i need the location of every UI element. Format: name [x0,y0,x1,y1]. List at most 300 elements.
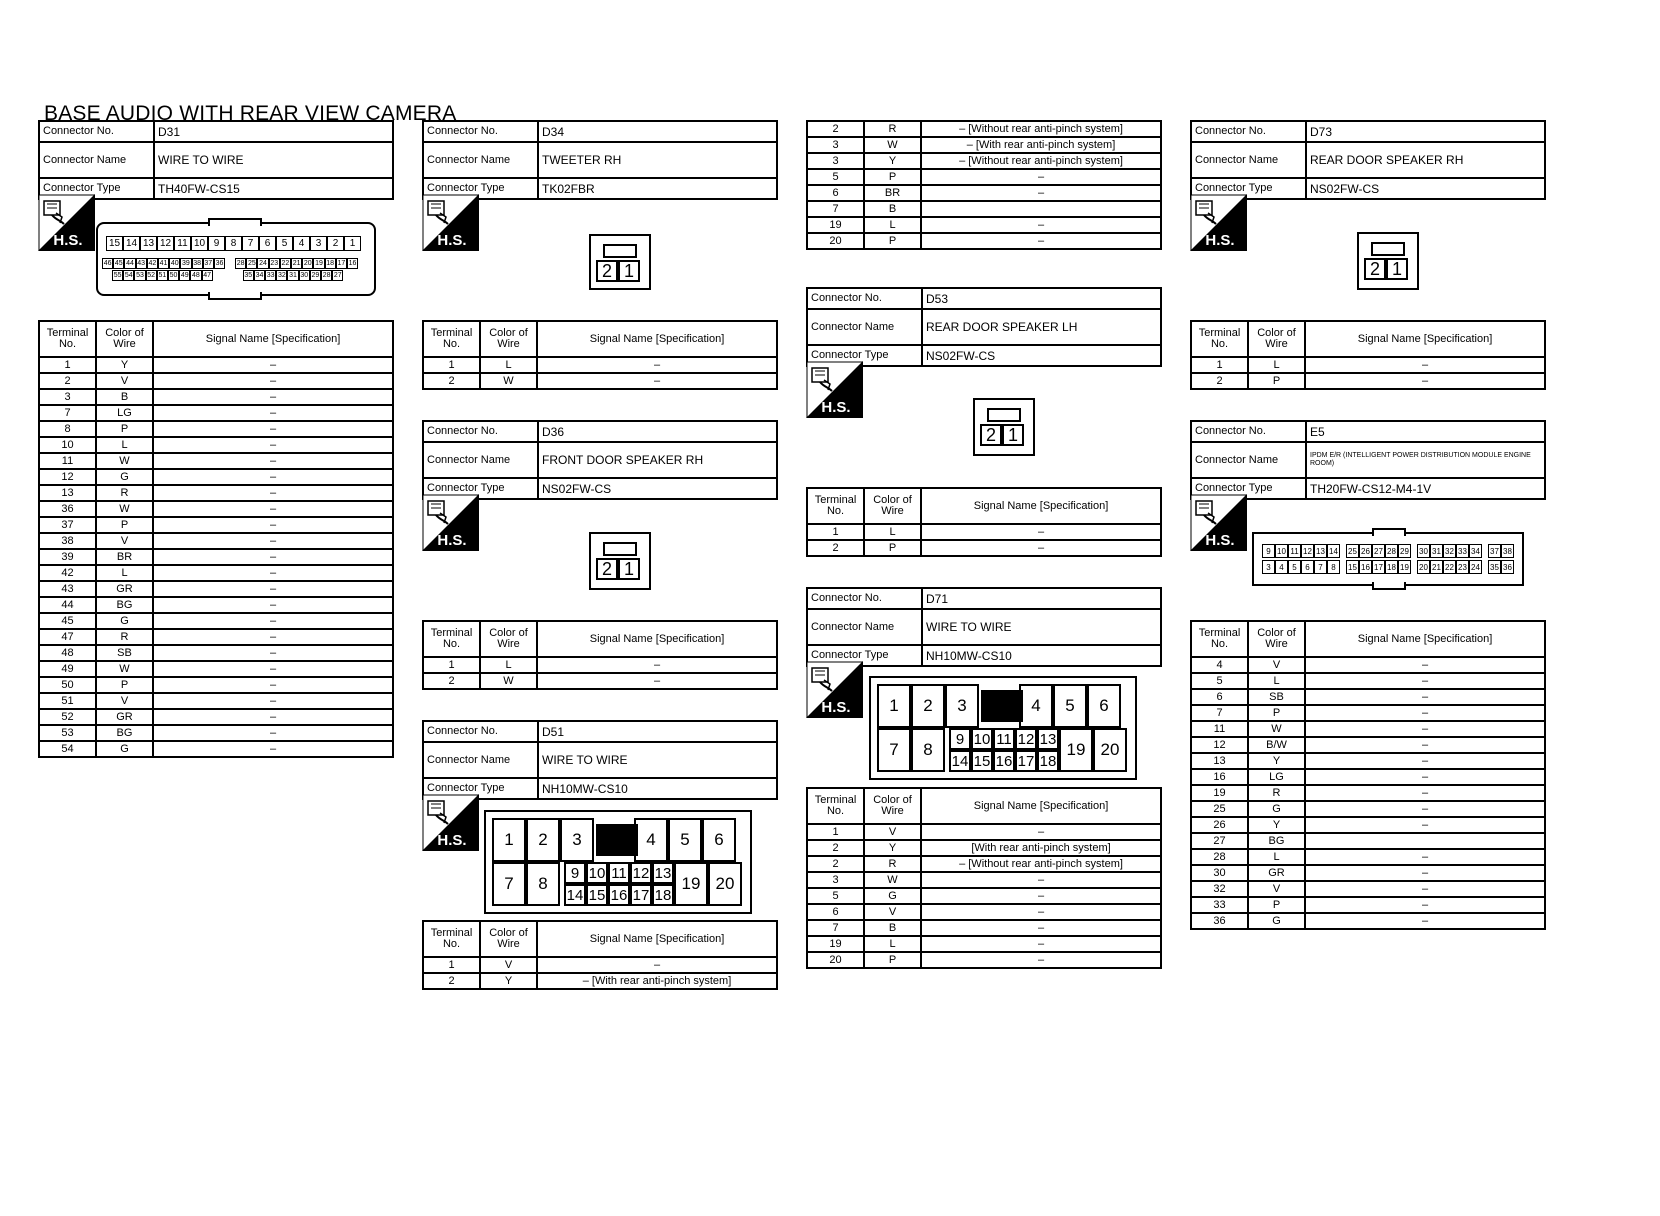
pin: 4 [634,818,668,862]
d31-no: D31 [154,121,393,142]
signal-name: – [Without rear anti-pinch system] [921,153,1161,169]
pin: 33 [1456,544,1469,558]
d71-header [806,587,1162,667]
d31-name: WIRE TO WIRE [154,142,393,178]
d34-type: TK02FBR [538,178,777,199]
terminal-no: 1 [423,657,480,673]
pin: 10 [971,728,993,750]
signal-name: – [537,657,777,673]
table-row [423,657,777,673]
d51-terminal-table [422,920,778,990]
pin: 33 [266,272,275,279]
terminal-no-header: Terminal No. [423,921,480,957]
table-row [1191,769,1545,785]
pin: 20 [1417,560,1430,574]
table-row [807,840,1161,856]
wire-color: P [1248,705,1305,721]
signal-name-header: Signal Name [Specification] [921,788,1161,824]
d71-terminal-table [806,787,1162,969]
signal-name-header: Signal Name [Specification] [921,488,1161,524]
pin: 32 [1443,544,1456,558]
pin: 13 [1314,544,1327,558]
signal-name: – [1305,673,1545,689]
terminal-no-header: Terminal No. [807,788,864,824]
pin: 8 [225,236,242,251]
d73-type: NS02FW-CS [1306,178,1545,199]
wire-color: W [1248,721,1305,737]
signal-name: – [153,469,393,485]
terminal-no: 19 [807,217,864,233]
wire-color: LG [96,405,153,421]
table-row [39,373,393,389]
d34-terminal-table [422,320,778,390]
wire-color: W [96,453,153,469]
pin: 6 [702,818,736,862]
table-row [1191,737,1545,753]
harness-side-icon [422,794,479,851]
pin: 49 [180,272,189,279]
table-row [39,677,393,693]
terminal-no: 7 [807,920,864,936]
signal-name: – [921,824,1161,840]
pin: 39 [182,260,190,267]
pin: 1 [877,684,911,728]
wire-color: L [96,437,153,453]
wire-color: P [96,421,153,437]
signal-name: – [1305,721,1545,737]
table-row [39,565,393,581]
pin: 17 [337,260,346,267]
pin: 5 [276,236,293,251]
pin: 19 [674,862,708,906]
table-row [1191,721,1545,737]
wire-color: L [480,657,537,673]
page-title: BASE AUDIO WITH REAR VIEW CAMERA [44,102,457,125]
terminal-no-header: Terminal No. [807,488,864,524]
wire-color: P [864,169,921,185]
signal-name: – [Without rear anti-pinch system] [921,856,1161,872]
pin: 1 [344,236,361,251]
pin: 46 [103,260,112,267]
d31-pins-top [106,236,366,251]
signal-name: – [1305,705,1545,721]
pin: 38 [1501,544,1514,558]
wire-color: L [480,357,537,373]
pin: 1 [618,260,640,282]
wire-color: Y [1248,753,1305,769]
signal-name: – [1305,817,1545,833]
signal-name: – [153,389,393,405]
table-row [807,920,1161,936]
wire-color: P [864,540,921,556]
table-row [423,973,777,989]
terminal-no: 1 [39,357,96,373]
signal-name: [With rear anti-pinch system] [921,840,1161,856]
pin: 1 [492,818,526,862]
terminal-no: 2 [39,373,96,389]
wire-color: W [480,373,537,389]
pin: 1 [618,558,640,580]
pin: 27 [333,272,342,279]
pin: 9 [208,236,225,251]
table-row [1191,897,1545,913]
terminal-no: 11 [39,453,96,469]
terminal-no: 30 [1191,865,1248,881]
pin: 30 [1417,544,1430,558]
pin: 34 [1469,544,1482,558]
pin: 19 [1059,728,1093,772]
label-connector-type: Connector Type [423,478,538,499]
e5-no: E5 [1306,421,1545,442]
pin: 2 [596,558,618,580]
signal-name: – [153,549,393,565]
signal-name: – [Without rear anti-pinch system] [921,121,1161,137]
signal-name: – [153,517,393,533]
terminal-no: 39 [39,549,96,565]
connector-latch [1371,242,1405,256]
signal-name: – [1305,357,1545,373]
wire-color: L [1248,357,1305,373]
wire-color: P [1248,897,1305,913]
table-row [39,549,393,565]
table-row [1191,753,1545,769]
label-connector-no: Connector No. [1191,421,1306,442]
hs-label: H.S. [1205,232,1235,249]
table-row [423,673,777,689]
table-row [807,952,1161,968]
table-row [39,453,393,469]
wire-color: G [96,741,153,757]
d51-no: D51 [538,721,777,742]
wire-color: GR [96,581,153,597]
wire-color: V [1248,657,1305,673]
pin: 25 [1346,544,1359,558]
terminal-no: 25 [1191,801,1248,817]
signal-name: – [921,936,1161,952]
d36-connector-diagram [589,532,651,590]
table-row [807,233,1161,249]
terminal-no: 47 [39,629,96,645]
wire-color: L [864,217,921,233]
pin: 16 [993,750,1015,772]
signal-name: – [537,673,777,689]
pin: 11 [608,862,630,884]
terminal-no: 6 [807,904,864,920]
pin: 22 [281,260,290,267]
d34-header [422,120,778,200]
pin: 7 [242,236,259,251]
table-row [39,517,393,533]
connector-latch [603,542,637,556]
wire-color: R [1248,785,1305,801]
table-row [39,661,393,677]
label-connector-no: Connector No. [423,721,538,742]
signal-name [1305,833,1545,849]
harness-side-icon [422,494,479,551]
terminal-no: 37 [39,517,96,533]
terminal-no: 38 [39,533,96,549]
d36-header [422,420,778,500]
table-row [39,645,393,661]
wire-color: BG [1248,833,1305,849]
pin: 3 [1262,560,1275,574]
pin: 34 [255,272,264,279]
wire-color: L [1248,673,1305,689]
label-connector-name: Connector Name [807,609,922,645]
label-connector-no: Connector No. [423,421,538,442]
wire-color: W [864,137,921,153]
pin: 42 [148,260,157,267]
table-row [1191,865,1545,881]
d34-name: TWEETER RH [538,142,777,178]
signal-name: – [921,524,1161,540]
wire-color: P [1248,373,1305,389]
table-row [807,185,1161,201]
blocked-cavity [981,690,1023,722]
terminal-no: 6 [1191,689,1248,705]
e5-header [1190,420,1546,500]
terminal-no: 4 [1191,657,1248,673]
terminal-no: 2 [807,840,864,856]
pin: 19 [1398,560,1411,574]
pin: 29 [1398,544,1411,558]
terminal-no: 28 [1191,849,1248,865]
table-row [1191,801,1545,817]
signal-name: – [153,645,393,661]
label-connector-type: Connector Type [423,778,538,799]
signal-name: – [537,957,777,973]
signal-name: – [921,540,1161,556]
pin: 14 [1327,544,1340,558]
d34-harness-side-icon [422,194,479,251]
signal-name: – [1305,657,1545,673]
signal-name: – [153,565,393,581]
signal-name: – [153,709,393,725]
pin: 13 [652,862,674,884]
table-row [807,936,1161,952]
d51-connector-diagram [484,810,752,914]
signal-name: – [153,725,393,741]
terminal-no: 16 [1191,769,1248,785]
pin: 7 [877,728,911,772]
e5-name: IPDM E/R (INTELLIGENT POWER DISTRIBUTION MODULE ENGINE ROOM) [1306,442,1545,478]
terminal-no: 19 [1191,785,1248,801]
d73-harness-side-icon [1190,194,1247,251]
label-connector-type: Connector Type [1191,178,1306,199]
pin: 31 [1430,544,1443,558]
table-row [39,357,393,373]
terminal-no: 53 [39,725,96,741]
d36-name: FRONT DOOR SPEAKER RH [538,442,777,478]
pin: 13 [140,236,157,251]
terminal-no: 7 [1191,705,1248,721]
terminal-no: 5 [807,169,864,185]
pin: 38 [193,260,201,267]
wire-color: L [864,936,921,952]
signal-name: – [1305,689,1545,705]
d53-name: REAR DOOR SPEAKER LH [922,309,1161,345]
pin: 55 [113,272,122,279]
signal-name: – [921,185,1161,201]
d73-no: D73 [1306,121,1545,142]
terminal-no: 20 [807,952,864,968]
pin: 23 [1456,560,1469,574]
pin: 14 [123,236,140,251]
pin: 4 [293,236,310,251]
label-connector-no: Connector No. [1191,121,1306,142]
pin: 29 [311,272,320,279]
signal-name-header: Signal Name [Specification] [1305,321,1545,357]
pin: 30 [300,272,309,279]
table-row [807,888,1161,904]
wire-color: B [864,201,921,217]
pin: 7 [492,862,526,906]
wire-color: L [96,565,153,581]
pin: 31 [289,272,297,279]
d36-no: D36 [538,421,777,442]
pin: 35 [244,272,253,279]
pin: 10 [1275,544,1288,558]
pin: 35 [1488,560,1501,574]
blocked-cavity [596,824,638,856]
pin: 8 [526,862,560,906]
signal-name: – [1305,865,1545,881]
signal-name: – [1305,849,1545,865]
signal-name-header: Signal Name [Specification] [537,621,777,657]
table-row [423,357,777,373]
pin: 9 [949,728,971,750]
wire-color: LG [1248,769,1305,785]
terminal-no: 19 [807,936,864,952]
table-row [39,485,393,501]
pin: 14 [949,750,971,772]
harness-side-icon [1190,494,1247,551]
terminal-no-header: Terminal No. [1191,621,1248,657]
table-row [807,856,1161,872]
table-row [807,153,1161,169]
pin: 9 [564,862,586,884]
table-row [423,373,777,389]
table-row [39,469,393,485]
pin: 16 [348,260,357,267]
table-row [39,613,393,629]
e5-harness-side-icon [1190,494,1247,551]
terminal-no: 1 [423,357,480,373]
wire-color: G [96,469,153,485]
color-of-wire-header: Color of Wire [480,621,537,657]
terminal-no: 2 [807,121,864,137]
table-row [39,693,393,709]
pin: 2 [327,236,344,251]
wire-color: BR [864,185,921,201]
pin: 3 [945,684,979,728]
terminal-no: 3 [807,872,864,888]
pin: 45 [114,260,123,267]
hs-label: H.S. [437,232,467,249]
e5-pins-bottom [1262,560,1518,574]
pin: 12 [1301,544,1314,558]
table-row [807,169,1161,185]
table-row [807,824,1161,840]
wire-color: B [96,389,153,405]
table-row [1191,689,1545,705]
pin: 18 [326,260,335,267]
pin: 3 [560,818,594,862]
d31-harness-side-icon [38,194,95,251]
table-row [807,137,1161,153]
terminal-no: 7 [807,201,864,217]
pin: 51 [158,272,167,279]
pin: 2 [526,818,560,862]
terminal-no: 10 [39,437,96,453]
pin: 28 [1385,544,1398,558]
label-connector-type: Connector Type [807,645,922,666]
terminal-no: 2 [807,856,864,872]
harness-side-icon [1190,194,1247,251]
terminal-no: 3 [39,389,96,405]
terminal-no-header: Terminal No. [1191,321,1248,357]
signal-name: – [153,485,393,501]
wire-color: V [96,693,153,709]
pin: 18 [652,884,674,906]
wire-color: SB [96,645,153,661]
signal-name: – [153,581,393,597]
pin: 19 [315,260,323,267]
signal-name-header: Signal Name [Specification] [1305,621,1545,657]
table-row [1191,833,1545,849]
table-row [1191,913,1545,929]
pin: 18 [1385,560,1398,574]
hs-label: H.S. [1205,532,1235,549]
signal-name: – [1305,913,1545,929]
signal-name: – [1305,897,1545,913]
wire-color: SB [1248,689,1305,705]
hs-label: H.S. [821,399,851,416]
label-connector-no: Connector No. [807,588,922,609]
signal-name: – [1305,801,1545,817]
pin: 24 [1469,560,1482,574]
pin: 43 [137,260,146,267]
signal-name: – [153,421,393,437]
signal-name: – [153,613,393,629]
signal-name-header: Signal Name [Specification] [153,321,393,357]
d31-type: TH40FW-CS15 [154,178,393,199]
table-row [807,872,1161,888]
terminal-no: 5 [807,888,864,904]
signal-name: – [153,405,393,421]
terminal-no: 52 [39,709,96,725]
wire-color: GR [1248,865,1305,881]
d34-no: D34 [538,121,777,142]
signal-name: – [153,597,393,613]
pin: 2 [911,684,945,728]
pin: 23 [270,260,279,267]
label-connector-type: Connector Type [39,178,154,199]
pin: 7 [1314,560,1327,574]
e5-terminal-table [1190,620,1546,930]
terminal-no-header: Terminal No. [39,321,96,357]
pin: 41 [159,260,168,267]
d36-type: NS02FW-CS [538,478,777,499]
e5-connector-diagram [1252,532,1524,586]
pin: 22 [1443,560,1456,574]
table-row [39,597,393,613]
pin: 6 [1301,560,1314,574]
pin: 12 [157,236,174,251]
signal-name: – [921,872,1161,888]
wire-color: R [96,629,153,645]
table-row [423,957,777,973]
